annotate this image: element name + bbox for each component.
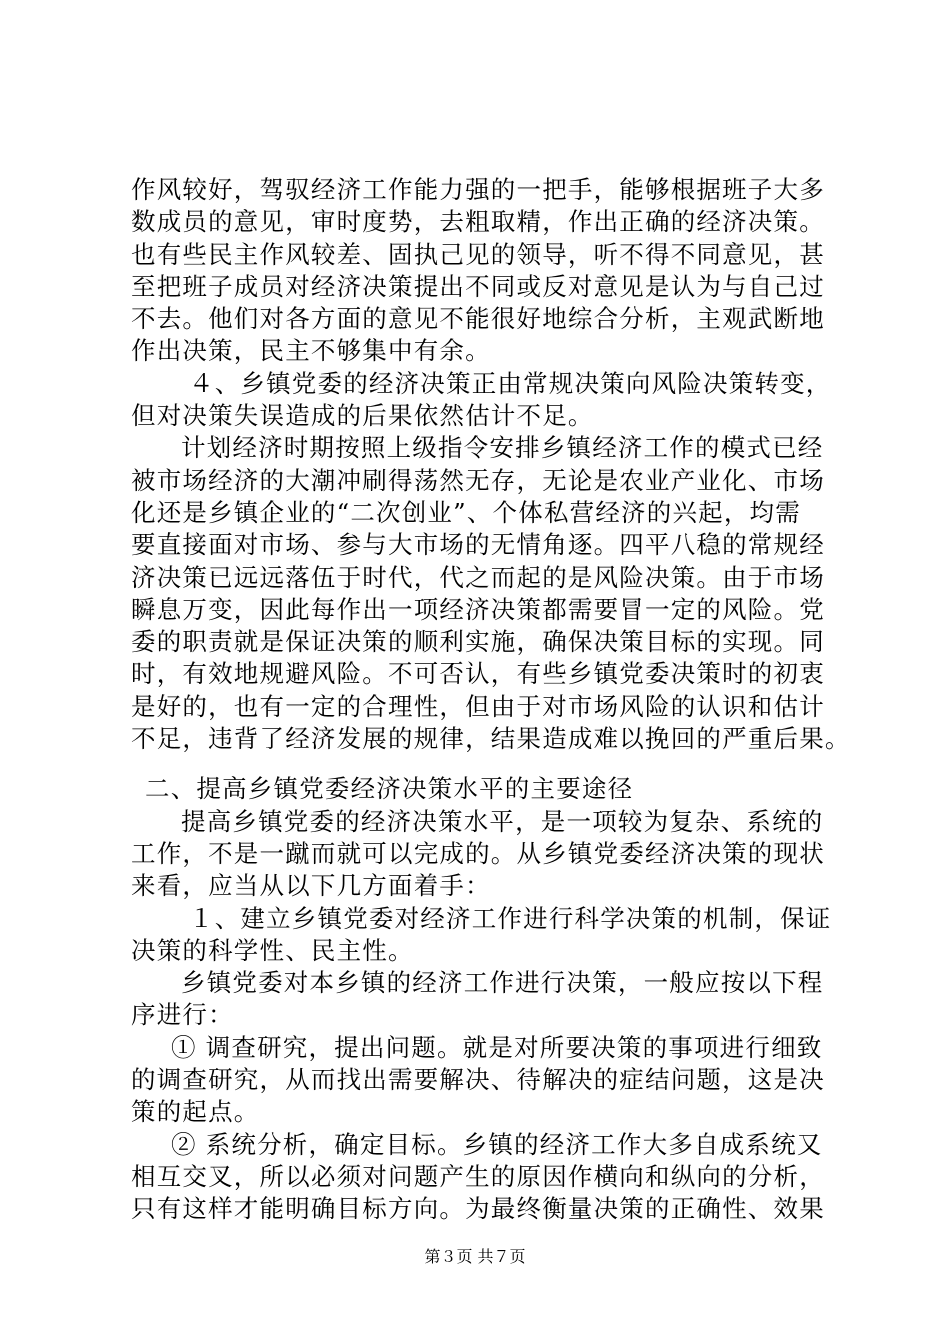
text-line: 计划经济时期按照上级指令安排乡镇经济工作的模式已经	[181, 433, 824, 463]
text-line: 策的起点。	[131, 1097, 260, 1127]
text-line: 数成员的意见，审时度势，去粗取精，作出正确的经济决策。	[131, 207, 825, 237]
text-line: 提高乡镇党委的经济决策水平，是一项较为复杂、系统的	[181, 806, 824, 836]
text-line: 但对决策失误造成的后果依然估计不足。	[131, 401, 594, 431]
text-line: 乡镇党委对本乡镇的经济工作进行决策，一般应按以下程	[181, 968, 824, 998]
text-line: 工作，不是一蹴而就可以完成的。从乡镇党委经济决策的现状	[131, 838, 825, 868]
text-line: 决策的科学性、民主性。	[131, 935, 414, 965]
text-line: 要直接面对市场、参与大市场的无情角逐。四平八稳的常规经	[131, 530, 825, 560]
paragraph-gap	[131, 755, 831, 773]
text-line: 的调查研究，从而找出需要解决、待解决的症结问题，这是决	[131, 1065, 825, 1095]
page-footer: 第３页 共７页	[424, 1247, 526, 1266]
text-line: 济决策已远远落伍于时代，代之而起的是风险决策。由于市场	[131, 562, 825, 592]
text-line: 二、提高乡镇党委经济决策水平的主要途径	[145, 774, 634, 804]
text-line: 被市场经济的大潮冲刷得荡然无存，无论是农业产业化、市场	[131, 465, 825, 495]
text-line: 也有些民主作风较差、固执己见的领导，听不得不同意见，甚	[131, 239, 825, 269]
text-line: 只有这样才能明确目标方向。为最终衡量决策的正确性、效果	[131, 1194, 825, 1224]
document-body	[131, 174, 851, 1226]
text-line: 化还是乡镇企业的“二次创业”、个体私营经济的兴起，均需	[131, 497, 801, 527]
text-line: 时，有效地规避风险。不可否认，有些乡镇党委决策时的初衷	[131, 659, 825, 689]
text-line: 序进行：	[131, 1000, 234, 1030]
text-line: 相互交叉，所以必须对问题产生的原因作横向和纵向的分析，	[131, 1161, 825, 1191]
text-line: 来看，应当从以下几方面着手：	[131, 871, 491, 901]
text-line: 作出决策，民主不够集中有余。	[131, 336, 491, 366]
text-line: 作风较好，驾驭经济工作能力强的一把手，能够根据班子大多	[131, 175, 825, 204]
text-line: 至把班子成员对经济决策提出不同或反对意见是认为与自己过	[131, 271, 825, 301]
text-line: ② 系统分析，确定目标。乡镇的经济工作大多自成系统又	[171, 1129, 823, 1159]
text-line: １、建立乡镇党委对经济工作进行科学决策的机制，保证	[189, 903, 832, 933]
text-line: 瞬息万变，因此每作出一项经济决策都需要冒一定的风险。党	[131, 594, 825, 624]
text-line: 不去。他们对各方面的意见不能很好地综合分析，主观武断地	[131, 304, 825, 334]
text-line: 是好的，也有一定的合理性，但由于对市场风险的认识和估计	[131, 691, 825, 721]
text-line: ４、乡镇党委的经济决策正由常规决策向风险决策转变，	[189, 368, 832, 398]
text-line: 委的职责就是保证决策的顺利实施，确保决策目标的实现。同	[131, 627, 825, 657]
text-line: ① 调查研究，提出问题。就是对所要决策的事项进行细致	[171, 1032, 823, 1062]
text-line: 不足，违背了经济发展的规律，结果造成难以挽回的严重后果。	[131, 724, 851, 754]
